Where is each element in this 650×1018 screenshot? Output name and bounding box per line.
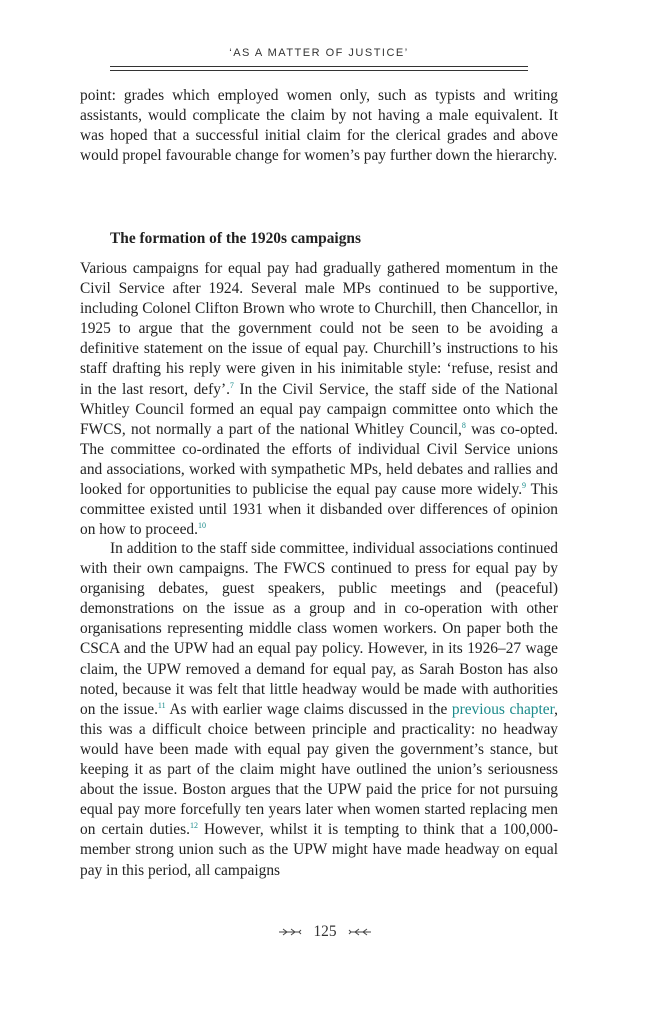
- text-run: In addition to the staff side committee, individual associations continued with their own campaigns. The FWCS continued to press for equal pay by organising debates, guest speakers, public meetings and (peaceful) demonstrations on the issue as a group and in co-operation with other organisations representing middle class women workers. On paper both the CSCA and the UPW had an equal pay policy. However, in its 1926–27 wage claim, the UPW removed a demand for equal pay, as Sarah Boston has also noted, because it was felt that little headway would be made with authorities on the issue.: [80, 540, 558, 718]
- ornament-left-icon: [278, 927, 302, 937]
- text-run: This committee existed until 1931 when it disbanded over differences of opinion on how to proceed.: [80, 481, 558, 539]
- ornament-right-icon: [348, 927, 372, 937]
- running-head: ‘AS A MATTER OF JUSTICE’: [229, 47, 409, 59]
- paragraph-associations: [80, 539, 558, 881]
- footnote-ref-10[interactable]: 10: [197, 521, 206, 531]
- page-number: 125: [313, 923, 337, 940]
- text-run: However, whilst it is tempting to think that a 100,000-member strong union such as the UPW might have made headway on equal pay in this period, all campaigns: [80, 821, 558, 879]
- paragraph-campaigns: [80, 259, 558, 540]
- text-run: Various campaigns for equal pay had gradually gathered momentum in the Civil Service after 1924. Several male MPs continued to be supportive, including Colonel Clifton Brown who wrote to Churchill, then Chancellor, in 1925 to argue that the government could not be seen to be avoiding a definitive statement on the issue of equal pay. Churchill’s instructions to his staff drafting his reply were given in his inimitable style: ‘refuse, resist and in the last resort, defy’.: [80, 260, 558, 398]
- page-footer: [0, 923, 650, 941]
- header-rule-thin: [110, 70, 528, 71]
- footnote-ref-9[interactable]: 9: [522, 480, 527, 490]
- text-run: As with earlier wage claims discussed in the: [165, 700, 452, 718]
- footnote-ref-7[interactable]: 7: [229, 380, 234, 390]
- section-heading: The formation of the 1920s campaigns: [110, 230, 361, 247]
- footnote-ref-11[interactable]: 11: [157, 700, 166, 710]
- header-rule-thick: [110, 66, 528, 67]
- previous-chapter-link[interactable]: previous chapter: [451, 700, 555, 718]
- footnote-ref-12[interactable]: 12: [189, 821, 198, 831]
- text-run: In the Civil Service, the staff side of the National Whitley Council formed an equal pay campaign committee onto which the FWCS, not normally a part of the national Whitley Council,: [80, 380, 559, 438]
- footnote-ref-8[interactable]: 8: [461, 420, 466, 430]
- paragraph-continued: point: grades which employed women only, such as typists and writing assistants, would complicate the claim by not having a male equivalent. It was hoped that a successful initial claim for the clerical grades and above would propel favourable change for women’s pay further down the hierarchy.: [80, 87, 558, 165]
- text-run: was co-opted. The committee co-ordinated the efforts of individual Civil Service unions and associations, worked with sympathetic MPs, held debates and rallies and looked for opportunities to publicise the equal pay cause more widely.: [80, 420, 558, 499]
- text-run: , this was a difficult choice between principle and practicality: no headway would have been made with equal pay given the government’s stance, but keeping it as part of the claim might have outlined the union’s seriousness about the issue. Boston argues that the UPW paid the price for not pursuing equal pay more forcefully ten years later when women started replacing men on certain duties.: [80, 700, 558, 839]
